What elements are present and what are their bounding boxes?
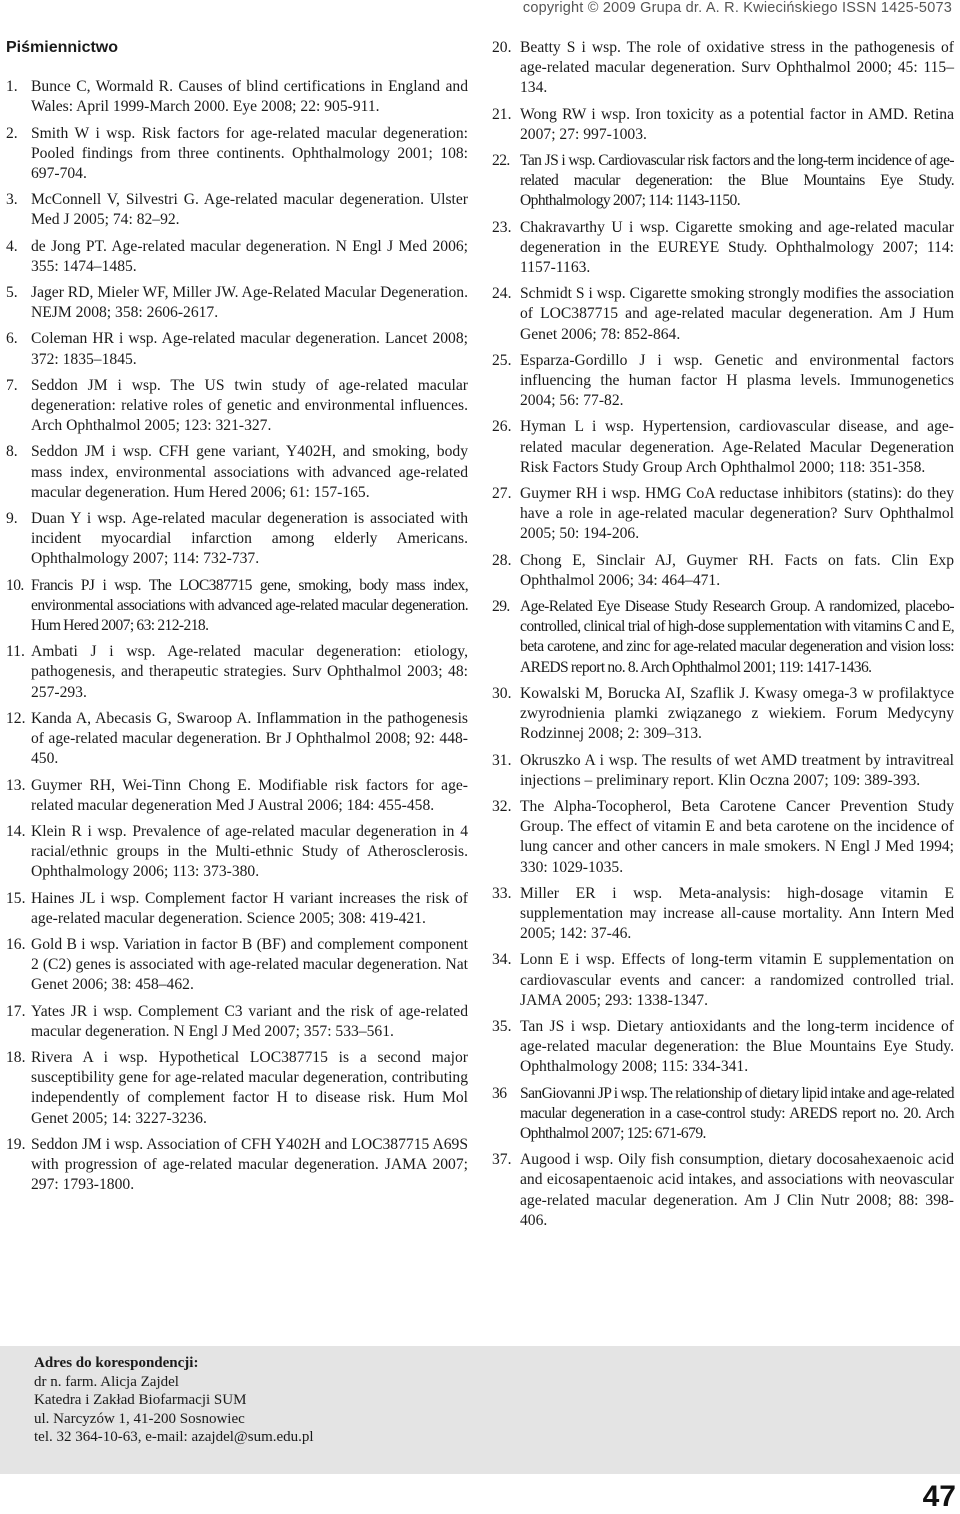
reference-item [492,1084,954,1145]
reference-item [492,1150,954,1231]
section-title: Piśmiennictwo [6,39,119,56]
reference-number: 26. [492,418,512,436]
reference-item [492,797,954,878]
reference-item [6,1135,468,1196]
reference-item [6,1002,468,1042]
reference-list-left [6,77,468,1195]
reference-item [492,950,954,1011]
reference-text: Age-Related Eye Disease Study Research Group. A randomized, placebo-controlled, clinical trial of high-dose supplementation with vitamins C and E, beta carotene, and zinc for age-related macular degeneration and vision loss: AREDS report no. 8. Arch Ophthalmol 2001; 119: 1417-1436. [520,598,954,676]
reference-text: Seddon JM i wsp. CFH gene variant, Y402H, and smoking, body mass index, environmental associations with advanced age-related macular degeneration. Hum Hered 2006; 61: 157-165. [31,443,468,501]
reference-number: 37. [492,1151,512,1169]
references-left-column [6,38,468,1201]
reference-number: 3. [6,191,18,209]
reference-number: 5. [6,284,18,302]
reference-item [492,751,954,791]
reference-item [6,889,468,929]
reference-number: 15. [6,889,26,907]
reference-item [492,597,954,678]
reference-item [492,884,954,945]
reference-number: 7. [6,376,18,394]
reference-number: 28. [492,551,512,569]
reference-item [6,190,468,230]
reference-text: Smith W i wsp. Risk factors for age-related macular degeneration: Pooled findings from three continents. Ophthalmology 2001; 108: 697-704. [31,124,468,183]
reference-text: Gold B i wsp. Variation in factor B (BF) and complement component 2 (C2) genes is associated with age-related macular degeneration. Nat Genet 2006; 38: 458–462. [31,935,468,994]
reference-item [492,284,954,345]
reference-number: 16. [6,935,26,953]
reference-text: Duan Y i wsp. Age-related macular degeneration is associated with incident myocardial infarction among elderly Americans. Ophthalmology 2007; 114: 732-737. [31,510,468,568]
reference-list-right [492,38,954,1231]
reference-number: 4. [6,237,18,255]
reference-text: Chong E, Sinclair AJ, Guymer RH. Facts on fats. Clin Exp Ophthalmol 2006; 34: 464–471. [520,551,954,589]
reference-text: Esparza-Gordillo J i wsp. Genetic and environmental factors influencing the human factor H plasma levels. Immunogenetics 2004; 56: 77-82. [520,351,954,410]
references-right-column [492,38,954,1237]
correspondence-line: Katedra i Zakład Biofarmacji SUM [34,1392,247,1408]
reference-text: Beatty S i wsp. The role of oxidative stress in the pathogenesis of age-related macular degeneration. Surv Ophthalmol 2000; 45: 115–134. [520,39,954,97]
reference-text: Guymer RH, Wei-Tinn Chong E. Modifiable risk factors for age-related macular degeneration Med J Austral 2006; 184: 455-458. [31,776,468,814]
reference-number: 18. [6,1048,26,1066]
reference-item [6,642,468,703]
correspondence-line: ul. Narcyzów 1, 41-200 Sosnowiec [34,1410,245,1427]
reference-number: 10. [6,576,24,594]
reference-item [492,1017,954,1078]
reference-text: Haines JL i wsp. Complement factor H variant increases the risk of age-related macular degeneration. Science 2005; 308: 419-421. [31,889,468,927]
reference-number: 23. [492,218,512,236]
reference-item [6,822,468,883]
reference-text: Kanda A, Abecasis G, Swaroop A. Inflammation in the pathogenesis of age-related macular degeneration. Br J Ophthalmol 2008; 92: 448-450. [31,709,468,768]
reference-number: 14. [6,822,26,840]
reference-text: Wong RW i wsp. Iron toxicity as a potential factor in AMD. Retina 2007; 27: 997-1003. [520,105,954,143]
reference-text: Augood i wsp. Oily fish consumption, dietary docosahexaenoic acid and eicosapentaenoic acid intakes, and associations with neovascular age-related macular degeneration. Am J Clin Nutr 2008; 88: 398-406. [520,1151,954,1229]
reference-text: Coleman HR i wsp. Age-related macular degeneration. Lancet 2008; 372: 1835–1845. [31,330,468,368]
reference-number: 13. [6,776,26,794]
reference-item [6,124,468,185]
reference-item [6,376,468,437]
reference-text: Seddon JM i wsp. Association of CFH Y402H and LOC387715 A69S with progression of age-related macular degeneration. JAMA 2007; 297: 1793-1800. [31,1135,468,1194]
reference-number: 6. [6,330,18,348]
reference-item [6,576,468,637]
reference-text: Kowalski M, Borucka AI, Szaflik J. Kwasy omega-3 w profilaktyce zwyrodnienia plamki związanego z wiekiem. Forum Medycyny Rodzinnej 2008; 2: 309–313. [520,684,954,743]
reference-number: 22. [492,152,510,170]
reference-text: Rivera A i wsp. Hypothetical LOC387715 is a second major susceptibility gene for age-related macular degeneration, contributing independently of complement factor H to disease risk. Hum Mol Genet 2005; 14: 3227-3236. [31,1048,468,1127]
reference-item [492,351,954,412]
reference-number: 32. [492,797,512,815]
reference-item [6,509,468,570]
reference-item [492,38,954,99]
reference-text: Tan JS i wsp. Cardiovascular risk factors and the long-term incidence of age-related macular degeneration: the Blue Mountains Eye Study. Ophthalmology 2007; 114: 1143-1150. [520,152,954,210]
reference-item [6,776,468,816]
reference-text: Tan JS i wsp. Dietary antioxidants and the long-term incidence of age-related macular degeneration: the Blue Mountains Eye Study. Ophthalmology 2008; 115: 334-341. [520,1017,954,1076]
reference-number: 27. [492,485,512,503]
reference-text: Hyman L i wsp. Hypertension, cardiovascular disease, and age-related macular degeneration. Age-Related Macular Degeneration Risk Factors Study Group Arch Ophthalmol 2000; 118: 351-358. [520,418,954,476]
reference-text: Chakravarthy U i wsp. Cigarette smoking and age-related macular degeneration in the EUREYE Study. Ophthalmology 2007; 114: 1157-1163. [520,218,954,277]
correspondence-box [0,1346,960,1474]
correspondence-title: Adres do korespondencji: [34,1355,199,1371]
reference-text: Miller ER i wsp. Meta-analysis: high-dosage vitamin E supplementation may increase all-cause mortality. Ann Intern Med 2005; 142: 37-46. [520,884,954,943]
reference-item [492,484,954,545]
reference-item [492,684,954,745]
reference-text: Bunce C, Wormald R. Causes of blind certifications in England and Wales: April 1999-March 2000. Eye 2008; 22: 905-911. [31,78,468,116]
reference-number: 1. [6,78,18,96]
reference-text: Okruszko A i wsp. The results of wet AMD treatment by intravitreal injections – preliminary report. Klin Oczna 2007; 109: 389-393. [520,751,954,789]
reference-number: 29. [492,598,510,616]
reference-number: 31. [492,751,512,769]
reference-item [6,77,468,117]
reference-number: 2. [6,124,18,142]
reference-number: 25. [492,351,512,369]
reference-text: Ambati J i wsp. Age-related macular degeneration: etiology, pathogenesis, and therapeutic strategies. Surv Ophthalmol 2003; 48: 257-293. [31,643,468,701]
reference-text: Klein R i wsp. Prevalence of age-related macular degeneration in 4 racial/ethnic groups in the Multi-ethnic Study of Atherosclerosis. Ophthalmology 2006; 113: 373-380. [31,822,468,881]
reference-item [492,151,954,212]
reference-item [492,105,954,145]
reference-text: Yates JR i wsp. Complement C3 variant and the risk of age-related macular degeneration. N Engl J Med 2007; 357: 533–561. [31,1002,468,1040]
reference-item [492,551,954,591]
reference-item [6,329,468,369]
reference-item [6,935,468,996]
reference-item [6,709,468,770]
reference-number: 19. [6,1135,26,1153]
reference-number: 34. [492,951,512,969]
reference-item [492,417,954,478]
reference-item [6,442,468,503]
reference-item [6,283,468,323]
reference-text: Schmidt S i wsp. Cigarette smoking strongly modifies the association of LOC387715 and age-related macular degeneration. Am J Hum Genet 2006; 78: 852-864. [520,285,954,343]
reference-number: 30. [492,684,512,702]
reference-number: 35. [492,1017,512,1035]
reference-text: Seddon JM i wsp. The US twin study of age-related macular degeneration: relative roles of genetic and environmental influences. Arch Ophthalmol 2005; 123: 321-327. [31,376,468,435]
reference-number: 17. [6,1002,26,1020]
page-number: 47 [922,1480,956,1513]
reference-text: Lonn E i wsp. Effects of long-term vitamin E supplementation on cardiovascular events and cancer: a randomized controlled trial. JAMA 2005; 293: 1338-1347. [520,951,954,1009]
reference-number: 33. [492,884,512,902]
reference-text: The Alpha-Tocopherol, Beta Carotene Cancer Prevention Study Group. The effect of vitamin E and beta carotene on the incidence of lung cancer and other cancers in male smokers. N Engl J Med 1994; 330: 1029-1035. [520,797,954,876]
reference-number: 24. [492,285,512,303]
reference-text: Francis PJ i wsp. The LOC387715 gene, smoking, body mass index, environmental associations with advanced age-related macular degeneration. Hum Hered 2007; 63: 212-218. [31,576,468,635]
correspondence-line: dr n. farm. Alicja Zajdel [34,1373,179,1390]
correspondence-email-line: tel. 32 364-10-63, e-mail: azajdel@sum.edu.pl [34,1429,314,1445]
reference-number: 8. [6,443,18,461]
reference-text: McConnell V, Silvestri G. Age-related macular degeneration. Ulster Med J 2005; 74: 82–92. [31,191,468,229]
reference-text: SanGiovanni JP i wsp. The relationship of dietary lipid intake and age-related macular degeneration in a case-control study: AREDS report no. 20. Arch Ophthalmol 2007; 125: 671-679. [520,1084,954,1142]
copyright-notice: copyright © 2009 Grupa dr. A. R. Kwiecińskiego ISSN 1425-5073 [522,0,952,16]
reference-number: 9. [6,510,18,528]
reference-text: de Jong PT. Age-related macular degeneration. N Engl J Med 2006; 355: 1474–1485. [31,237,468,275]
reference-item [492,218,954,279]
reference-number: 36 [492,1084,507,1102]
reference-number: 11. [6,643,25,661]
reference-text: Jager RD, Mieler WF, Miller JW. Age-Related Macular Degeneration. NEJM 2008; 358: 2606-2617. [31,284,468,322]
reference-number: 12. [6,709,26,727]
reference-text: Guymer RH i wsp. HMG CoA reductase inhibitors (statins): do they have a role in age-related macular degeneration? Surv Ophthalmol 2005; 50: 194-206. [520,485,954,543]
reference-item [6,237,468,277]
reference-number: 21. [492,105,512,123]
reference-number: 20. [492,39,512,56]
reference-item [6,1048,468,1129]
